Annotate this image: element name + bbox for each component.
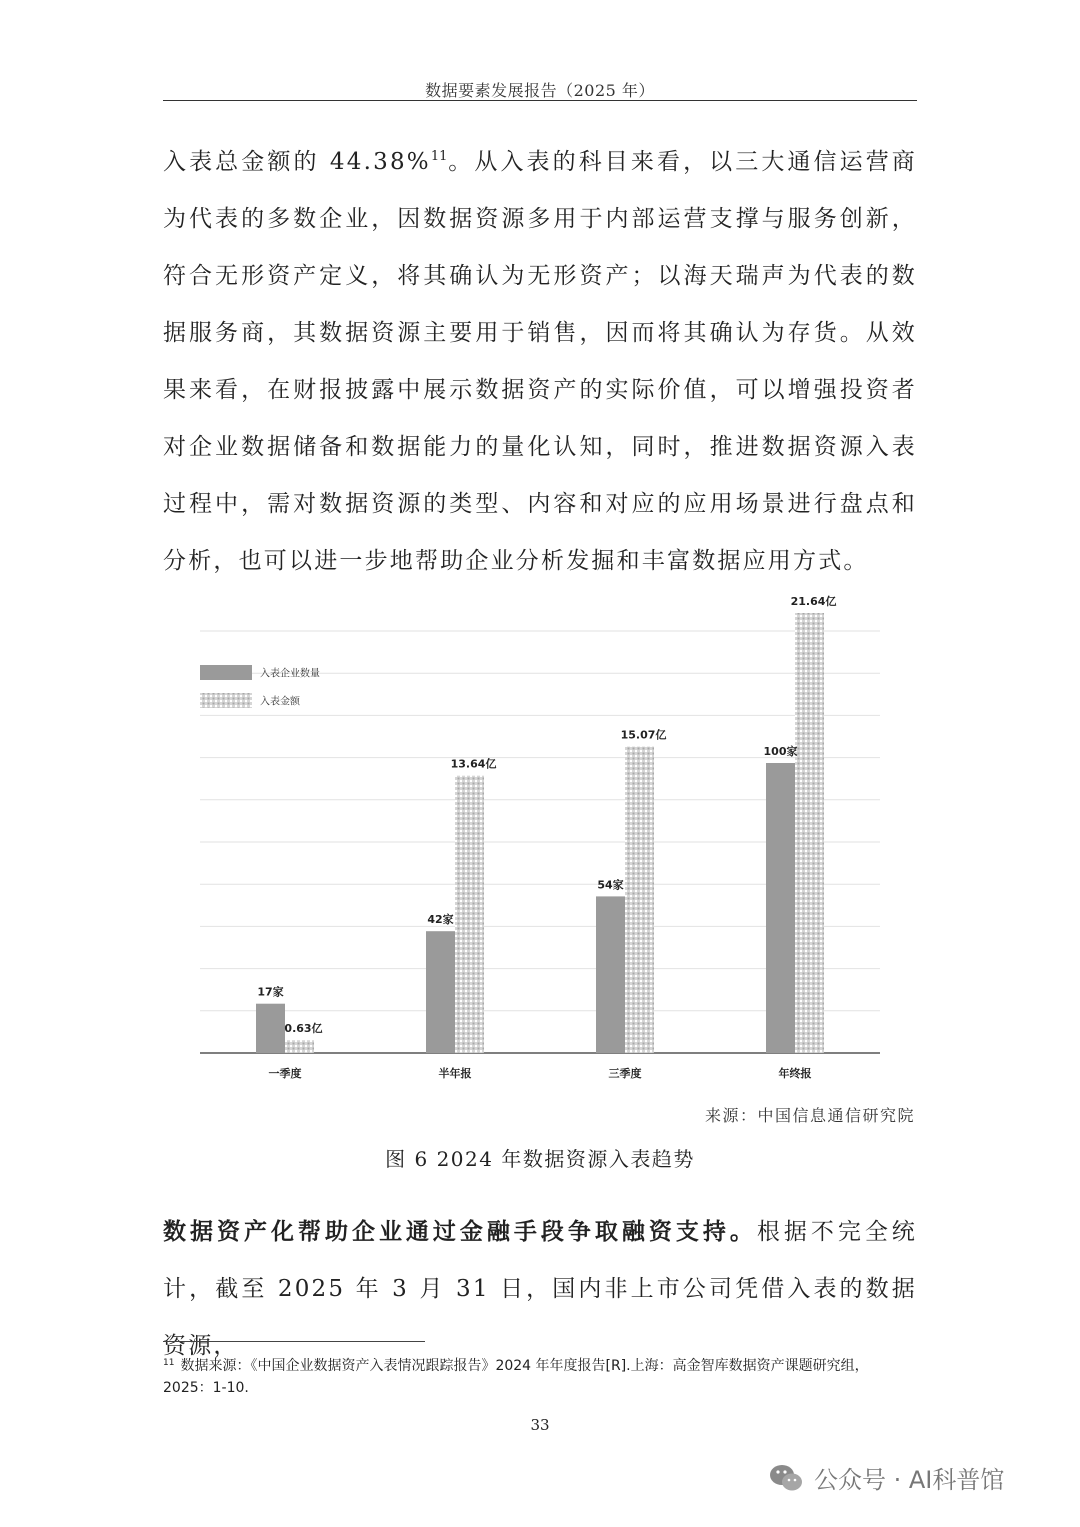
data-label: 0.63亿 xyxy=(284,1022,323,1036)
data-label: 42家 xyxy=(427,913,454,927)
legend-label: 入表金额 xyxy=(260,696,300,708)
p1-rest: 。从入表的科目来看，以三大通信运营商为代表的多数企业，因数据资源多用于内部运营支撑与服务创新，符合无形资产定义，将其确认为无形资产；以海天瑞声为代表的数据服务商，其数据资源主要用于销售，因而将其确认为存货。从效果来看，在财报披露中展示数据资产的实际价值，可以增强投资者对企业数据储备和数据能力的量化认知，同时，推进数据资源入表过程中，需对数据资源的类型、内容和对应的应用场景进行盘点和分析，也可以进一步地帮助企业分析发掘和丰富数据应用方式。 xyxy=(163,149,917,574)
p2-bold: 数据资产化帮助企业通过金融手段争取融资支持。 xyxy=(163,1218,757,1245)
footnote-text: 数据来源：《中国企业数据资产入表情况跟踪报告》2024 年年度报告[R].上海：高金智库数据资产课题研究组，2025：1-10. xyxy=(163,1358,869,1396)
paragraph-2 xyxy=(163,1203,917,1375)
bar-入表金额-年终报 xyxy=(795,613,824,1053)
page-number: 33 xyxy=(530,1416,550,1434)
watermark-text: 公众号 · AI科普馆 xyxy=(814,1466,1005,1494)
legend-swatch xyxy=(200,665,252,680)
watermark xyxy=(768,1460,1004,1495)
tick-label: 三季度 xyxy=(608,1067,642,1080)
paragraph-1 xyxy=(163,128,917,590)
bar-入表企业数量-半年报 xyxy=(426,931,455,1053)
tick-label: 半年报 xyxy=(438,1067,472,1080)
data-label: 17家 xyxy=(257,985,284,999)
footnote-rule xyxy=(163,1341,425,1342)
p2-rest: 根据不完全统计，截至 2025 年 3 月 31 日，国内非上市公司凭借入表的数据资源， xyxy=(163,1219,918,1359)
bar-入表金额-三季度 xyxy=(625,747,654,1053)
data-label: 54家 xyxy=(597,878,624,892)
footnote-number: 11 xyxy=(163,1358,175,1368)
tick-label: 一季度 xyxy=(268,1067,302,1080)
bar-入表金额-一季度 xyxy=(285,1040,314,1053)
data-label: 100家 xyxy=(763,745,798,758)
tick-label: 年终报 xyxy=(778,1067,812,1080)
wechat-icon xyxy=(768,1463,804,1493)
legend-label: 入表企业数量 xyxy=(260,668,320,680)
running-header: 数据要素发展报告（2025 年） xyxy=(425,81,655,100)
chart-source: 来源：中国信息通信研究院 xyxy=(704,1106,915,1125)
data-label: 15.07亿 xyxy=(620,728,667,742)
bar-入表企业数量-一季度 xyxy=(256,1004,285,1053)
p1-text: 入表总金额的 44.38% xyxy=(163,149,431,175)
footnote-ref[interactable]: 11 xyxy=(430,149,448,164)
bar-入表金额-半年报 xyxy=(455,776,484,1053)
bar-入表企业数量-年终报 xyxy=(766,763,795,1053)
legend-swatch xyxy=(200,693,252,708)
figure-caption: 图 6 2024 年数据资源入表趋势 xyxy=(385,1147,695,1171)
footnote xyxy=(163,1352,917,1399)
bar-入表企业数量-三季度 xyxy=(596,896,625,1053)
header-rule xyxy=(163,100,917,101)
data-label: 13.64亿 xyxy=(450,757,497,771)
bar-chart xyxy=(160,585,890,1090)
data-label: 21.64亿 xyxy=(790,595,837,608)
